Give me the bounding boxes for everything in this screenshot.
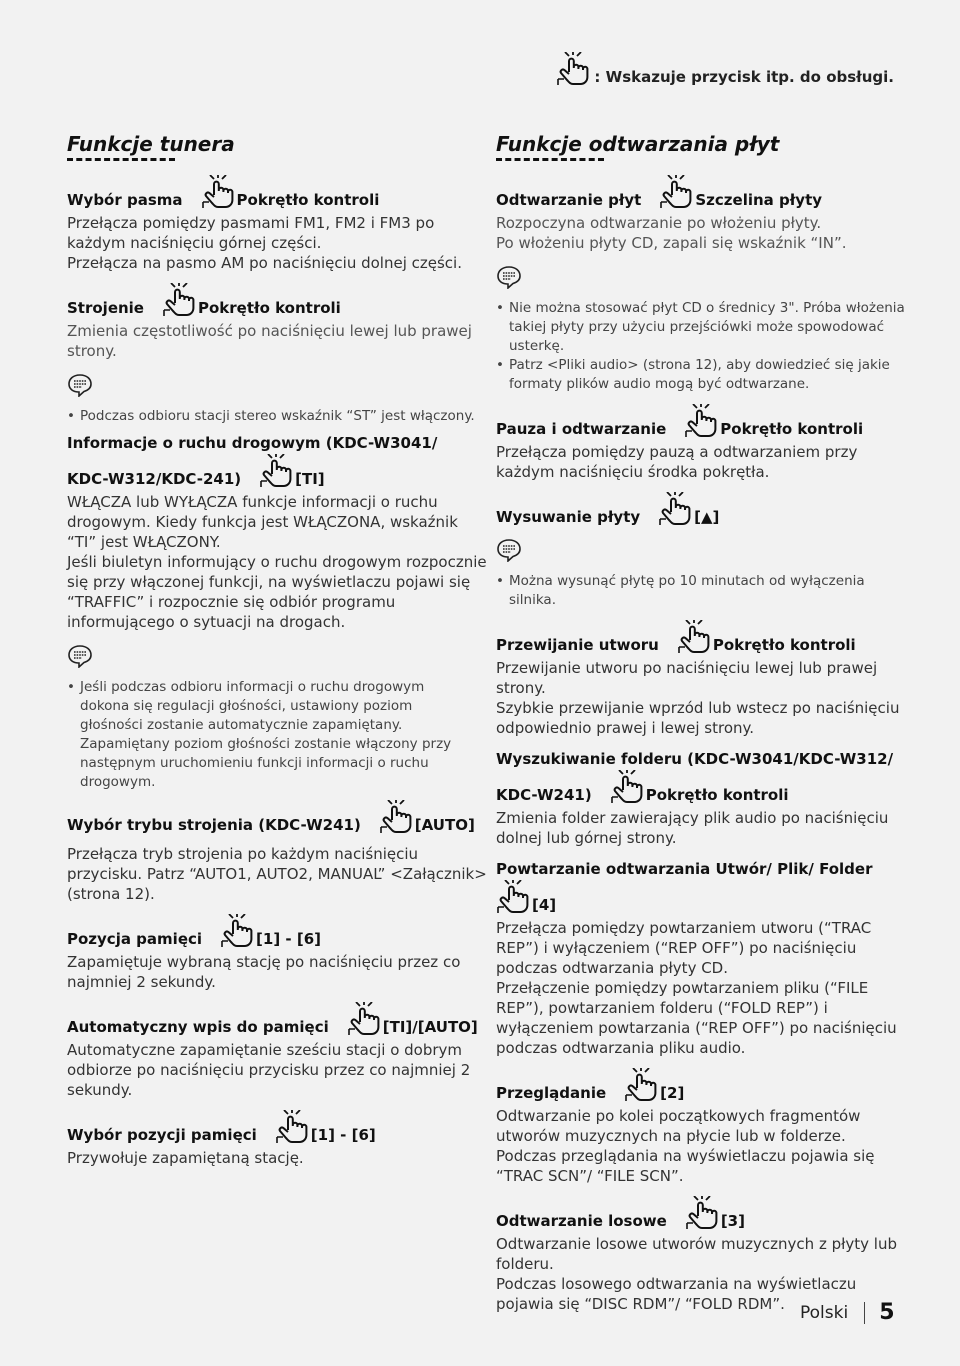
press-hand-icon [659,175,693,209]
heading-pause: Pauza i odtwarzanie Pokrętło kontroli [496,404,906,438]
heading-tuning: Strojenie Pokrętło kontroli [67,283,487,317]
pause-text: Przełącza pomiędzy pauzą a odtwarzaniem przy każdym naciśnięciu środka pokrętła. [496,443,858,481]
heading-random: Odtwarzanie losowe [3] [496,1196,906,1230]
note-icon [496,265,522,289]
repeat-text: Przełącza pomiędzy powtarzaniem utworu (“TRAC REP”) i wyłączeniem (“REP OFF”) po naciśnięciu podczas odtwarzania płyty CD. Przełączenie pomiędzy powtarzaniem pliku (“FILE REP”), powtarzaniem folderu (“FOLD REP”) i wyłączeniem powtarzania (“REP OFF”) po naciśnięciu podczas odtwarzania pliku audio. [496,919,897,1057]
preset-text: Zapamiętuje wybraną stację po naciśnięciu przez co najmniej 2 sekundy. [67,953,461,991]
play-notes [496,299,906,394]
heading-play: Odtwarzanie płyt Szczelina płyty [496,175,906,209]
list-item: • Jeśli podczas odbioru informacji o ruchu drogowym dokona się regulacji głośności, ustawiony poziom głośności zostanie automatycznie zapamiętany. Zapamiętany poziom głośności zostanie włączony przy następnym uruchomieniu funkcji informacji o ruchu drogowym. [67,678,475,792]
press-hand-icon [685,1196,719,1230]
title-underline [496,158,604,161]
language-label: Polski [800,1302,865,1324]
play-text: Rozpoczyna odtwarzanie po włożeniu płyty. Po włożeniu płyty CD, zapali się wskaźnik “IN”. [496,214,847,252]
page-number: 5 [879,1300,895,1325]
folder-text: Zmienia folder zawierający plik audio po naciśnięciu dolnej lub górnej strony. [496,809,889,847]
traffic-text: WŁĄCZA lub WYŁĄCZA funkcje informacji o ruchu drogowym. Kiedy funkcja jest WŁĄCZONA, wskaźnik “TI” jest WŁĄCZONY. Jeśli biuletyn informujący o ruchu drogowym rozpocznie się przy włączonej funkcji, na wyświetlaczu pojawi się “TRAFFIC” i rozpocznie się odbiór programu informującego o sytuacji na drogach. [67,493,487,631]
heading-repeat-key: [4] [496,880,906,914]
heading-scan: Przeglądanie [2] [496,1068,906,1102]
title-underline [67,158,175,161]
automem-text: Automatyczne zapamiętanie sześciu stacji o dobrym odbiorze po naciśnięciu przycisku przez co najmniej 2 sekundy. [67,1041,471,1099]
heading-preset: Pozycja pamięci [1] - [6] [67,914,487,948]
skip-text: Przewijanie utworu po naciśnięciu lewej lub prawej strony. Szybkie przewijanie wprzód lub wstecz po naciśnięciu odpowiednio prawej i lewej strony. [496,659,900,737]
press-hand-icon [658,492,692,526]
list-item: • Nie można stosować płyt CD o średnicy 3". Próba włożenia takiej płyty przy użyciu przejściówki może spowodować usterkę. [496,299,906,356]
press-hand-icon [162,283,196,317]
press-hand-icon [624,1068,658,1102]
press-hand-icon [610,770,644,804]
list-item: • Podczas odbioru stacji stereo wskaźnik “ST” jest włączony. [67,407,487,426]
heading-eject: Wysuwanie płyty [▲] [496,492,906,526]
press-hand-icon [496,880,530,914]
heading-band: Wybór pasma Pokrętło kontroli [67,175,487,209]
press-hand-icon [347,1002,381,1036]
heading-recall: Wybór pozycji pamięci [1] - [6] [67,1110,487,1144]
heading-traffic-2: KDC-W312/KDC-241) [TI] [67,454,487,488]
section-title-disc: Funkcje odtwarzania płyt [496,132,780,156]
note-icon [67,373,93,397]
heading-folder: Wyszukiwanie folderu (KDC-W3041/KDC-W312/ [496,750,894,768]
band-text: Przełącza pomiędzy pasmami FM1, FM2 i FM3 po każdym naciśnięciu górnej części. Przełącza na pasmo AM po naciśnięciu dolnej części. [67,214,462,272]
heading-repeat: Powtarzanie odtwarzania Utwór/ Plik/ Folder [496,860,873,878]
heading-skip: Przewijanie utworu Pokrętło kontroli [496,620,906,654]
list-item: • Można wysunąć płytę po 10 minutach od wyłączenia silnika. [496,572,906,610]
note-icon [67,644,93,668]
section-title-tuner: Funkcje tunera [67,132,235,156]
recall-text: Przywołuje zapamiętaną stację. [67,1149,304,1167]
traffic-notes [67,678,487,792]
tuner-column [67,132,487,1168]
heading-automem: Automatyczny wpis do pamięci [TI]/[AUTO] [67,1002,487,1036]
scan-text: Odtwarzanie po kolei początkowych fragmentów utworów muzycznych na płycie lub w folderze. Podczas przeglądania na wyświetlaczu pojawia się “TRAC SCN”/ “FILE SCN”. [496,1107,875,1185]
press-hand-icon [275,1110,309,1144]
press-hand-icon [259,454,293,488]
note-icon [496,538,522,562]
eject-notes [496,572,906,610]
press-hand-icon [556,52,590,86]
disc-column [496,132,906,1314]
heading-folder-2: KDC-W241) Pokrętło kontroli [496,770,906,804]
press-hand-icon [684,404,718,438]
press-hand-icon [220,914,254,948]
heading-seekmode: Wybór trybu strojenia (KDC-W241) [AUTO] [67,800,487,834]
legend [556,52,894,86]
page-footer [800,1300,895,1325]
tuning-notes [67,407,487,426]
heading-traffic: Informacje o ruchu drogowym (KDC-W3041/ [67,434,438,452]
random-text: Odtwarzanie losowe utworów muzycznych z płyty lub folderu. Podczas losowego odtwarzania na wyświetlaczu pojawia się “DISC RDM”/ “FOLD RDM”. [496,1235,897,1313]
tuning-text: Zmienia częstotliwość po naciśnięciu lewej lub prawej strony. [67,322,472,360]
list-item: • Patrz <Pliki audio> (strona 12), aby dowiedzieć się jakie formaty plików audio mogą być odtwarzane. [496,356,906,394]
legend-text: : Wskazuje przycisk itp. do obsługi. [594,68,894,86]
press-hand-icon [677,620,711,654]
seekmode-text: Przełącza tryb strojenia po każdym naciśnięciu przycisku. Patrz “AUTO1, AUTO2, MANUAL” <Załącznik> (strona 12). [67,845,487,903]
press-hand-icon [379,800,413,834]
press-hand-icon [201,175,235,209]
